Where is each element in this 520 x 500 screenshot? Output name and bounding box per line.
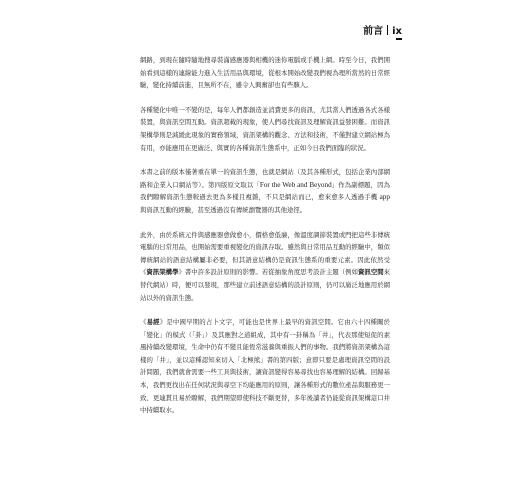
app-term: app xyxy=(379,193,390,202)
paragraph-3 xyxy=(140,166,390,216)
section-title: 前言 xyxy=(363,26,384,37)
text-run: 此外，由於系統元件與感應器愈做愈小，價格愈低廉，像溫度調節裝置或門把這些非傳統電腦的日常用品，也開始需要重視變化的資訊存取。雖然與日常用品互動的經驗中，類似傳統網站的語意結構屬非必要，但其語意結構仍是資訊生態系的重要元素。因此依然受《 xyxy=(140,230,390,277)
text-run: 與資訊互動的經驗，甚至透過沒有傳統瀏覽器的其他途徑。 xyxy=(140,205,307,214)
text-run: 》是中國早期的占卜文字，可能也是世界上最早的資訊空間。它由六十四種關於「變化」的模式（「卦」）及其應對之道組成，其中有一卦稱為「井」，代表那使短促的素風持續改變環境，生命中仍有不變且能恆常滋養與重振人們的事物。我們將資訊架構為這樣的「井」，並以這種認知來切入「北極熊」書的第四版；意即只要是處理資訊空間的設計問題，我們就會需要一些工具與技術，讓資訊變得容易尋找也容易理解的結構。回歸基本，我們更找出在任何狀況與尋空下均能應用的原則，讓各種形式的數位產品與服務更一致、更連貫且易於瞭解，我們期望即使科技不斷更替，多年後讀者仍能從資訊架構這口井中持續取水。 xyxy=(140,318,391,415)
term-emphasis: 資訊空間 xyxy=(358,268,384,277)
paragraph-2: 各種變化中唯一不變的是，每年人們都創造並消費更多的資訊，尤其當人們透過各式各樣裝置，與資訊空間互動。資訊超載的現象，使人們尋找資訊及理解資訊益發困難。而資訊架構學則是減緩此現象的實務領域，資訊架構的觀念、方法和技術，不僅對建立網站極為有用，亦能應用在更廣泛、與實的各種資訊生態系中，正如今日我們面臨的狀況。 xyxy=(140,105,390,152)
book-subtitle: For the Web and Beyond xyxy=(259,180,332,189)
book-title-emphasis: 資訊架構學 xyxy=(146,268,179,277)
page-header xyxy=(140,22,402,42)
text-run: 》書中許多設計原則的影響。若從抽象角度思考設計主題（例如 xyxy=(178,268,358,277)
text-run: 來替代網站）時，便可以發現，那些建立前述語意結構的設計原則，仍可以廣泛地應用於網站以外的資訊生態。 xyxy=(140,268,391,302)
classic-title-emphasis: 易經 xyxy=(146,318,160,327)
text-run: 本書之前的版本僅著重在單一的資訊生態，也就是網站（及其各種形式，包括企業內部網路和企業入口網站等）。第四版原文取以「 xyxy=(140,168,390,189)
text-run: 《 xyxy=(140,318,147,327)
text-run: 」作為副標題，因為我們瞭解資訊生態較過去更為多樣且複雜，不只是網站而已，愈來愈多人透過手機 xyxy=(140,180,390,202)
page-number: ix xyxy=(392,26,402,37)
paragraph-1: 網路，到現在隨時隨地搜尋裝滿感應器與相機的迷你電腦或手機上網。時至今日，我們開始看到這樣的連線能力進入生活用品與環境，從根本開始改變我們視為理所當然的日常經驗，變化持續前進，且無所不在，雖令人興奮卻也有些駭人。 xyxy=(140,56,390,90)
body-text xyxy=(140,54,390,429)
paragraph-5 xyxy=(140,316,390,417)
header-rule-mark xyxy=(396,38,402,40)
running-head xyxy=(363,22,402,37)
paragraph-4 xyxy=(140,229,390,305)
header-separator xyxy=(387,25,388,35)
